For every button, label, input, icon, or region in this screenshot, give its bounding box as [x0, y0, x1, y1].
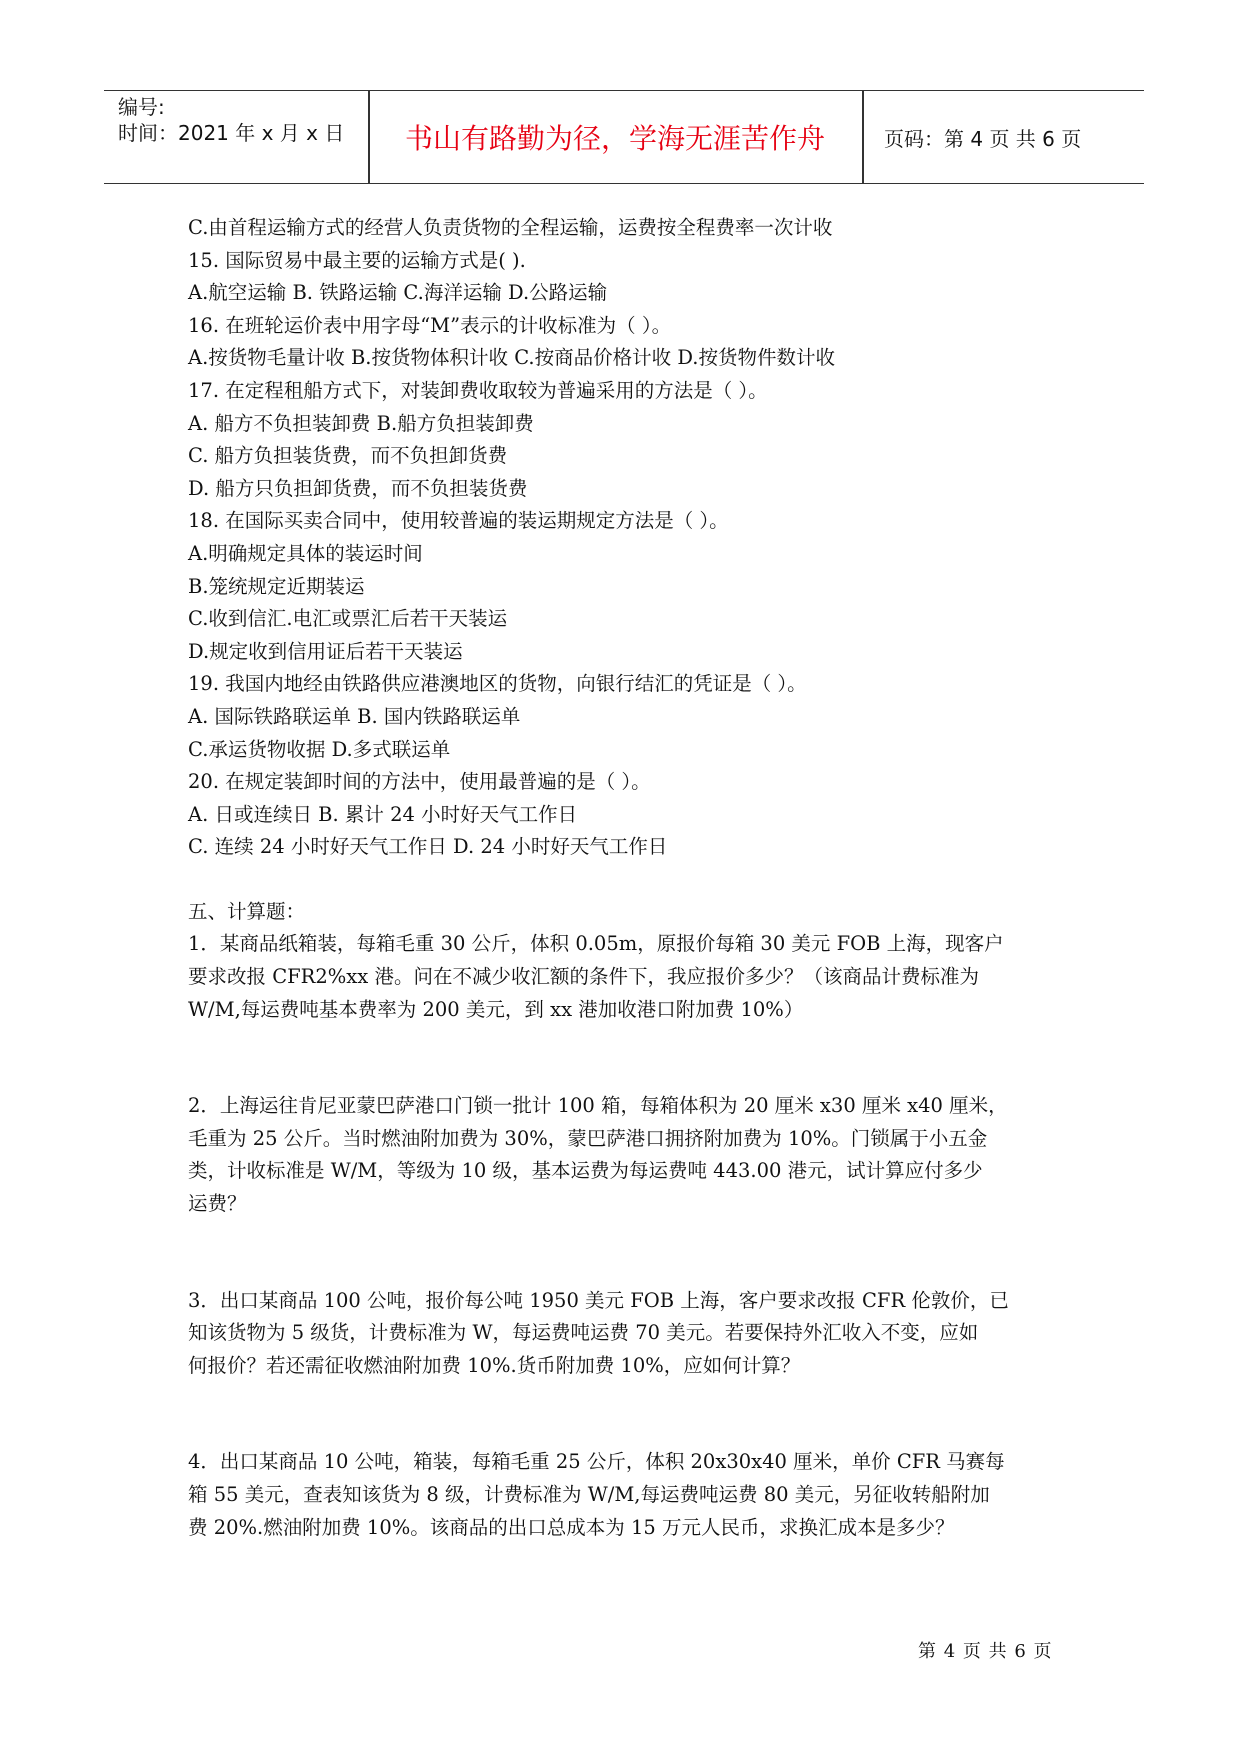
question-line: A. 日或连续日 B. 累计 24 小时好天气工作日: [188, 802, 578, 826]
question-line: A. 船方不负担装卸费 B.船方负担装卸费: [188, 411, 534, 435]
question-line: C.由首程运输方式的经营人负责货物的全程运输，运费按全程费率一次计收: [188, 216, 833, 239]
header-meta: [118, 91, 368, 183]
question-line: D. 船方只负担卸货费，而不负担装货费: [188, 476, 528, 500]
question-line: 16. 在班轮运价表中用字母“M”表示的计收标准为（ ）。: [188, 313, 672, 337]
question-line: 15. 国际贸易中最主要的运输方式是( ).: [188, 248, 526, 272]
question-line: 19. 我国内地经由铁路供应港澳地区的货物，向银行结汇的凭证是（ ）。: [188, 672, 807, 696]
problem-line: W/M,每运费吨基本费率为 200 美元，到 xx 港加收港口附加费 10%）: [188, 997, 804, 1021]
header-page-code: 页码：第 4 页 共 6 页: [884, 126, 1082, 151]
question-line: 18. 在国际买卖合同中，使用较普遍的装运期规定方法是（ ）。: [188, 509, 729, 533]
question-line: A.航空运输 B. 铁路运输 C.海洋运输 D.公路运输: [188, 281, 608, 305]
question-line: A.按货物毛量计收 B.按货物体积计收 C.按商品价格计收 D.按货物件数计收: [188, 346, 835, 370]
header-divider-right: [862, 91, 864, 183]
document-body: [188, 212, 1068, 1544]
question-line: 20. 在规定装卸时间的方法中，使用最普遍的是（ ）。: [188, 770, 651, 794]
problem-line: 知该货物为 5 级货，计费标准为 W，每运费吨运费 70 美元。若要保持外汇收入不变，应如: [188, 1321, 979, 1345]
problem-line: 1．某商品纸箱装，每箱毛重 30 公斤，体积 0.05m，原报价每箱 30 美元 FOB 上海，现客户: [188, 932, 1004, 956]
question-line: C.承运货物收据 D.多式联运单: [188, 737, 451, 761]
problem-3: [188, 1285, 1068, 1383]
question-line: A.明确规定具体的装运时间: [188, 541, 423, 565]
problem-2: [188, 1090, 1068, 1220]
question-line: C.收到信汇.电汇或票汇后若干天装运: [188, 607, 508, 631]
document-time: 时间：2021 年 x 月 x 日: [118, 121, 345, 145]
section-title: 五、计算题：: [188, 899, 306, 923]
question-line: D.规定收到信用证后若干天装运: [188, 639, 463, 663]
problem-line: 4．出口某商品 10 公吨，箱装，每箱毛重 25 公斤，体积 20x30x40 厘米，单价 CFR 马赛每: [188, 1450, 1005, 1474]
problem-line: 毛重为 25 公斤。当时燃油附加费为 30%，蒙巴萨港口拥挤附加费为 10%。门锁属于小五金: [188, 1126, 988, 1150]
problem-line: 类，计收标准是 W/M，等级为 10 级，基本运费为每运费吨 443.00 港元，试计算应付多少: [188, 1159, 983, 1183]
question-line: A. 国际铁路联运单 B. 国内铁路联运单: [188, 704, 521, 728]
problem-line: 要求改报 CFR2%xx 港。问在不减少收汇额的条件下，我应报价多少？（该商品计费标准为: [188, 965, 979, 989]
problem-line: 何报价？若还需征收燃油附加费 10%.货币附加费 10%，应如何计算？: [188, 1353, 801, 1377]
problem-line: 3．出口某商品 100 公吨，报价每公吨 1950 美元 FOB 上海，客户要求改报 CFR 伦敦价，已: [188, 1288, 1009, 1312]
problem-4: [188, 1446, 1068, 1544]
problem-line: 箱 55 美元，查表知该货为 8 级，计费标准为 W/M,每运费吨运费 80 美元，另征收转船附加: [188, 1483, 990, 1506]
header-motto: 书山有路勤为径，学海无涯苦作舟: [404, 122, 825, 155]
problem-1: [188, 928, 1068, 1026]
question-line: C. 船方负担装货费，而不负担卸货费: [188, 444, 508, 468]
problem-line: 运费？: [188, 1192, 247, 1216]
problem-line: 2．上海运往肯尼亚蒙巴萨港口门锁一批计 100 箱，每箱体积为 20 厘米 x30 厘米 x40 厘米，: [188, 1094, 1008, 1118]
question-line: C. 连续 24 小时好天气工作日 D. 24 小时好天气工作日: [188, 835, 668, 859]
question-line: 17. 在定程租船方式下，对装卸费收取较为普遍采用的方法是（ ）。: [188, 378, 768, 402]
problem-line: 费 20%.燃油附加费 10%。该商品的出口总成本为 15 万元人民币，求换汇成本是多少？: [188, 1515, 955, 1539]
question-line: B.笼统规定近期装运: [188, 574, 365, 598]
page-header: [104, 90, 1144, 184]
page-footer: 第 4 页 共 6 页: [918, 1641, 1053, 1662]
document-number-label: 编号:: [118, 95, 165, 119]
